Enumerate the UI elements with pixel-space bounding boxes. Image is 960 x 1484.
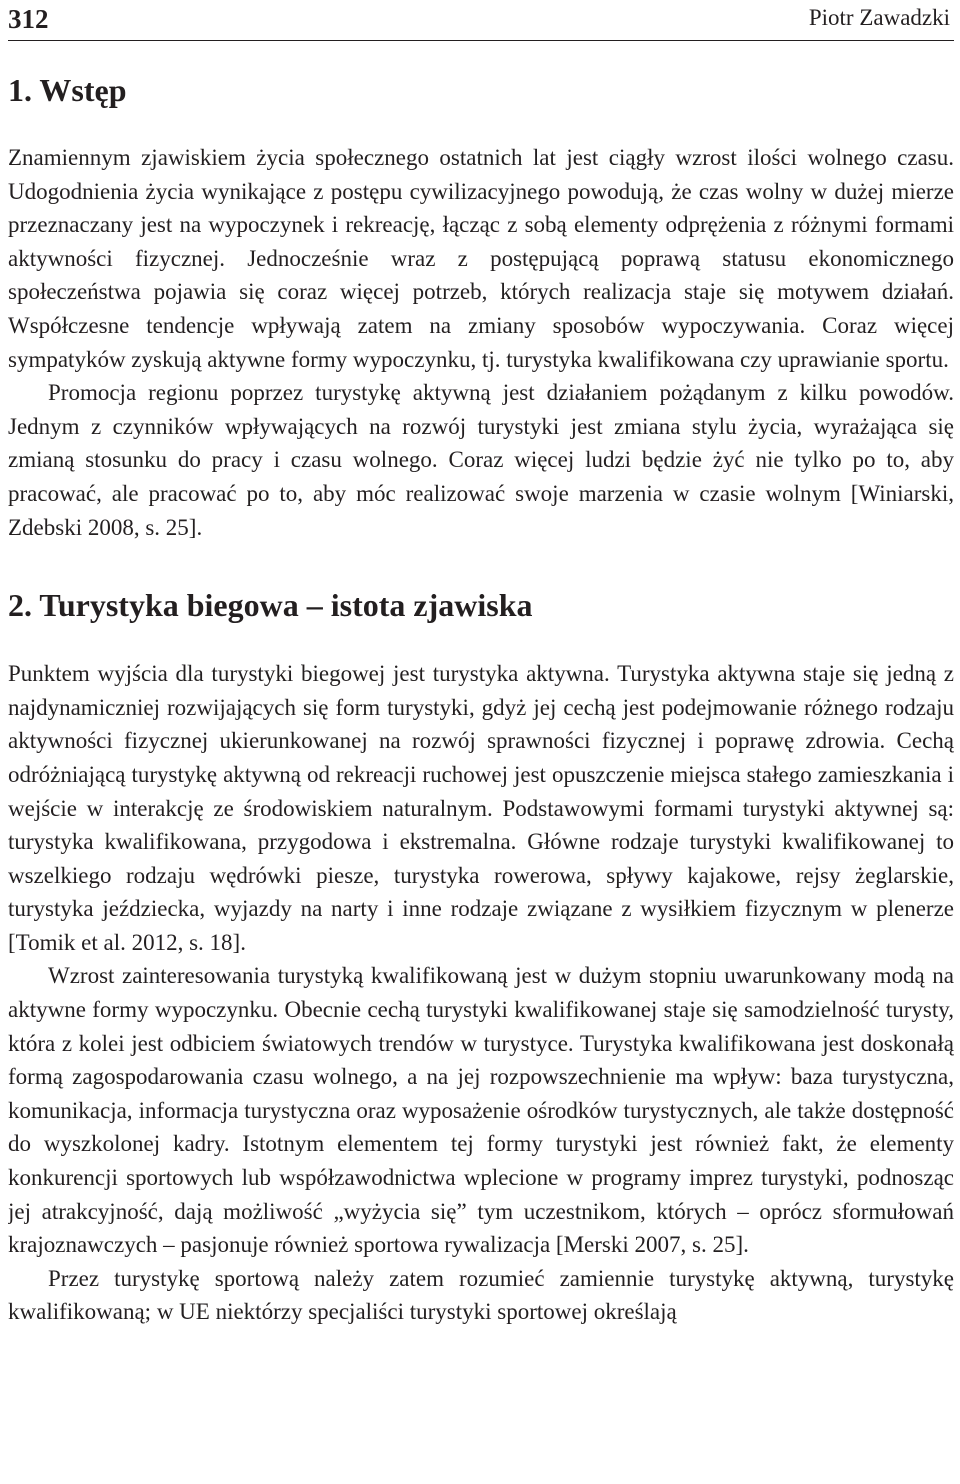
- paragraph: Przez turystykę sportową należy zatem rozumieć zamiennie turystykę aktywną, turystykę kwalifikowaną; w UE niektórzy specjaliści turystyki sportowej określają: [8, 1265, 954, 1325]
- section-heading-running-tourism: 2. Turystyka biegowa – istota zjawiska: [8, 587, 533, 624]
- paragraph: Punktem wyjścia dla turystyki biegowej jest turystyka aktywna. Turystyka aktywna staje się jedną z najdynamiczniej rozwijających się form turystyki, gdyż jej cechą jest podejmowanie różnego rodzaju aktywności fizycznej ukierunkowanej na rozwój sprawności fizycznej i poprawę zdrowia. Cechą odróżniającą turystykę aktywną od rekreacji ruchowej jest opuszczenie miejsca stałego zamieszkania i wejście w interakcję ze środowiskiem naturalnym. Podstawowymi formami turystyki aktywnej są: turystyka kwalifikowana, przygodowa i ekstremalna. Główne rodzaje turystyki kwalifikowanej to wszelkiego rodzaju wędrówki piesze, turystyka rowerowa, spływy kajakowe, rejsy żeglarskie, turystyka jeździecka, wyjazdy na narty i inne rodzaje związane z wysiłkiem fizycznym w plenerze [Tomik et al. 2012, s. 18].: [8, 661, 954, 955]
- section-heading-introduction: 1. Wstęp: [8, 72, 127, 108]
- paragraph: Wzrost zainteresowania turystyką kwalifikowaną jest w dużym stopniu uwarunkowany modą na aktywne formy wypoczynku. Obecnie cechą turystyki kwalifikowanej staje się samodzielność turysty, która z kolei jest odbiciem światowych trendów w turystyce. Turystyka kwalifikowana jest doskonałą formą zagospodarowania czasu wolnego, a na jej rozpowszechnienie ma wpływ: baza turystyczna, komunikacja, informacja turystyczna oraz wyposażenie ośrodków turystycznych, ale także dostępność do wyszkolonej kadry. Istotnym elementem tej formy turystyki jest również fakt, że elementy konkurencji sportowych lub współzawodnictwa wplecione w programy imprez turystyki, podnosząc jej atrakcyjność, dają możliwość „wyżycia się” tym uczestnikom, których – oprócz sformułowań krajoznawczych – pasjonuje również sportowa rywalizacja [Merski 2007, s. 25].: [8, 963, 954, 1258]
- paragraph: Promocja regionu poprzez turystykę aktywną jest działaniem pożądanym z kilku powodów. Jednym z czynników wpływających na rozwój turystyki jest zmiana stylu życia, wyrażająca się zmianą stosunku do pracy i czasu wolnego. Coraz więcej ludzi będzie żyć nie tylko po to, aby pracować, ale pracować po to, aby móc realizować swoje marzenia w czasie wolnym [Winiarski, Zdebski 2008, s. 25].: [8, 380, 954, 540]
- author-name: Piotr Zawadzki: [808, 5, 950, 30]
- running-header: [8, 0, 954, 41]
- document-page: [8, 0, 954, 1484]
- paragraph: Znamiennym zjawiskiem życia społecznego ostatnich lat jest ciągły wzrost ilości wolnego czasu. Udogodnienia życia wynikające z postępu cywilizacyjnego powodują, że czas wolny w dużej mierze przeznaczany jest na wypoczynek i rekreację, łącząc z sobą elementy odprężenia z różnymi formami aktywności fizycznej. Jednocześnie wraz z postępującą poprawą statusu ekonomicznego społeczeństwa pojawia się coraz więcej potrzeb, których realizacja staje się motywem działań. Współczesne tendencje wpływają zatem na zmiany sposobów wypoczywania. Coraz więcej sympatyków zyskują aktywne formy wypoczynku, tj. turystyka kwalifikowana czy uprawianie sportu.: [8, 145, 954, 372]
- page-number: 312: [8, 4, 49, 34]
